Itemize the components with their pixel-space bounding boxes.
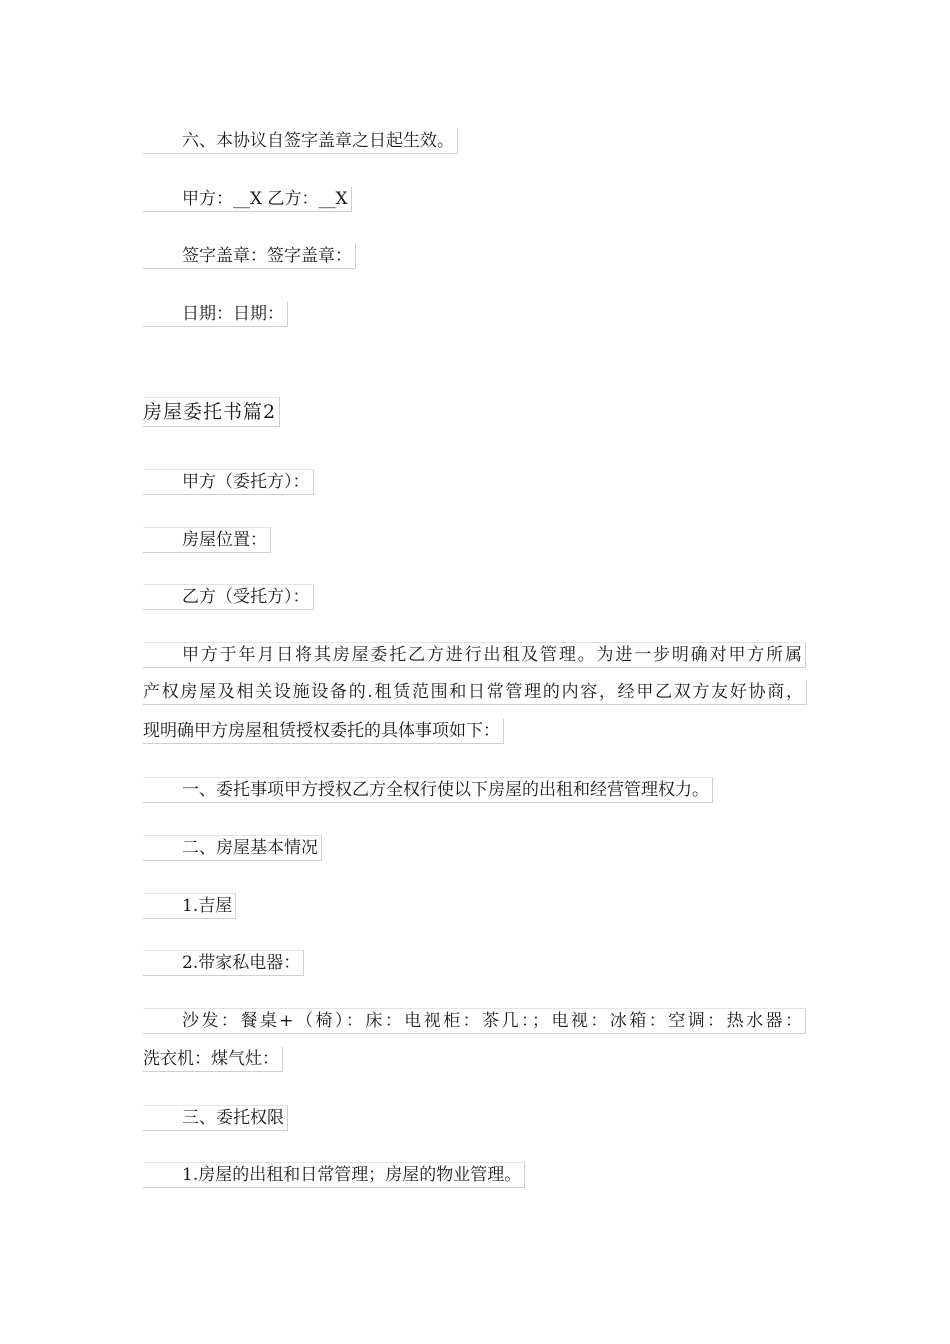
furniture-list-line-2: 洗衣机：煤气灶： [143,1047,283,1072]
intro-paragraph-line-1: 甲方于年月日将其房屋委托乙方进行出租及管理。为进一步明确对甲方所属 [143,642,806,668]
authority-item-1-line: 1.房屋的出租和日常管理；房屋的物业管理。 [143,1162,525,1188]
clause-two-heading: 二、房屋基本情况 [143,835,322,861]
clause-six-effective: 六、本协议自签字盖章之日起生效。 [143,129,458,154]
clause-one-line: 一、委托事项甲方授权乙方全权行使以下房屋的出租和经营管理权力。 [143,777,713,803]
date-line: 日期：日期： [143,302,288,327]
signature-line: 签字盖章：签字盖章： [143,244,356,269]
item-2-line: 2.带家私电器： [143,950,304,976]
item-1-line: 1.吉屋 [143,893,236,919]
house-location-line: 房屋位置： [143,527,271,553]
clause-three-heading: 三、委托权限 [143,1105,288,1131]
intro-paragraph-line-3: 现明确甲方房屋租赁授权委托的具体事项如下： [143,719,504,744]
party-a-line: 甲方（委托方）： [143,469,314,495]
party-names-line: 甲方：__X 乙方：__X [143,187,352,212]
furniture-list-line-1: 沙发：餐桌+（椅）：床：电视柜：茶几：；电视：冰箱：空调：热水器： [143,1008,806,1034]
section-heading: 房屋委托书篇2 [143,397,280,427]
party-b-line: 乙方（受托方）： [143,584,314,610]
intro-paragraph-line-2: 产权房屋及相关设施设备的.租赁范围和日常管理的内容，经甲乙双方友好协商， [143,680,807,705]
